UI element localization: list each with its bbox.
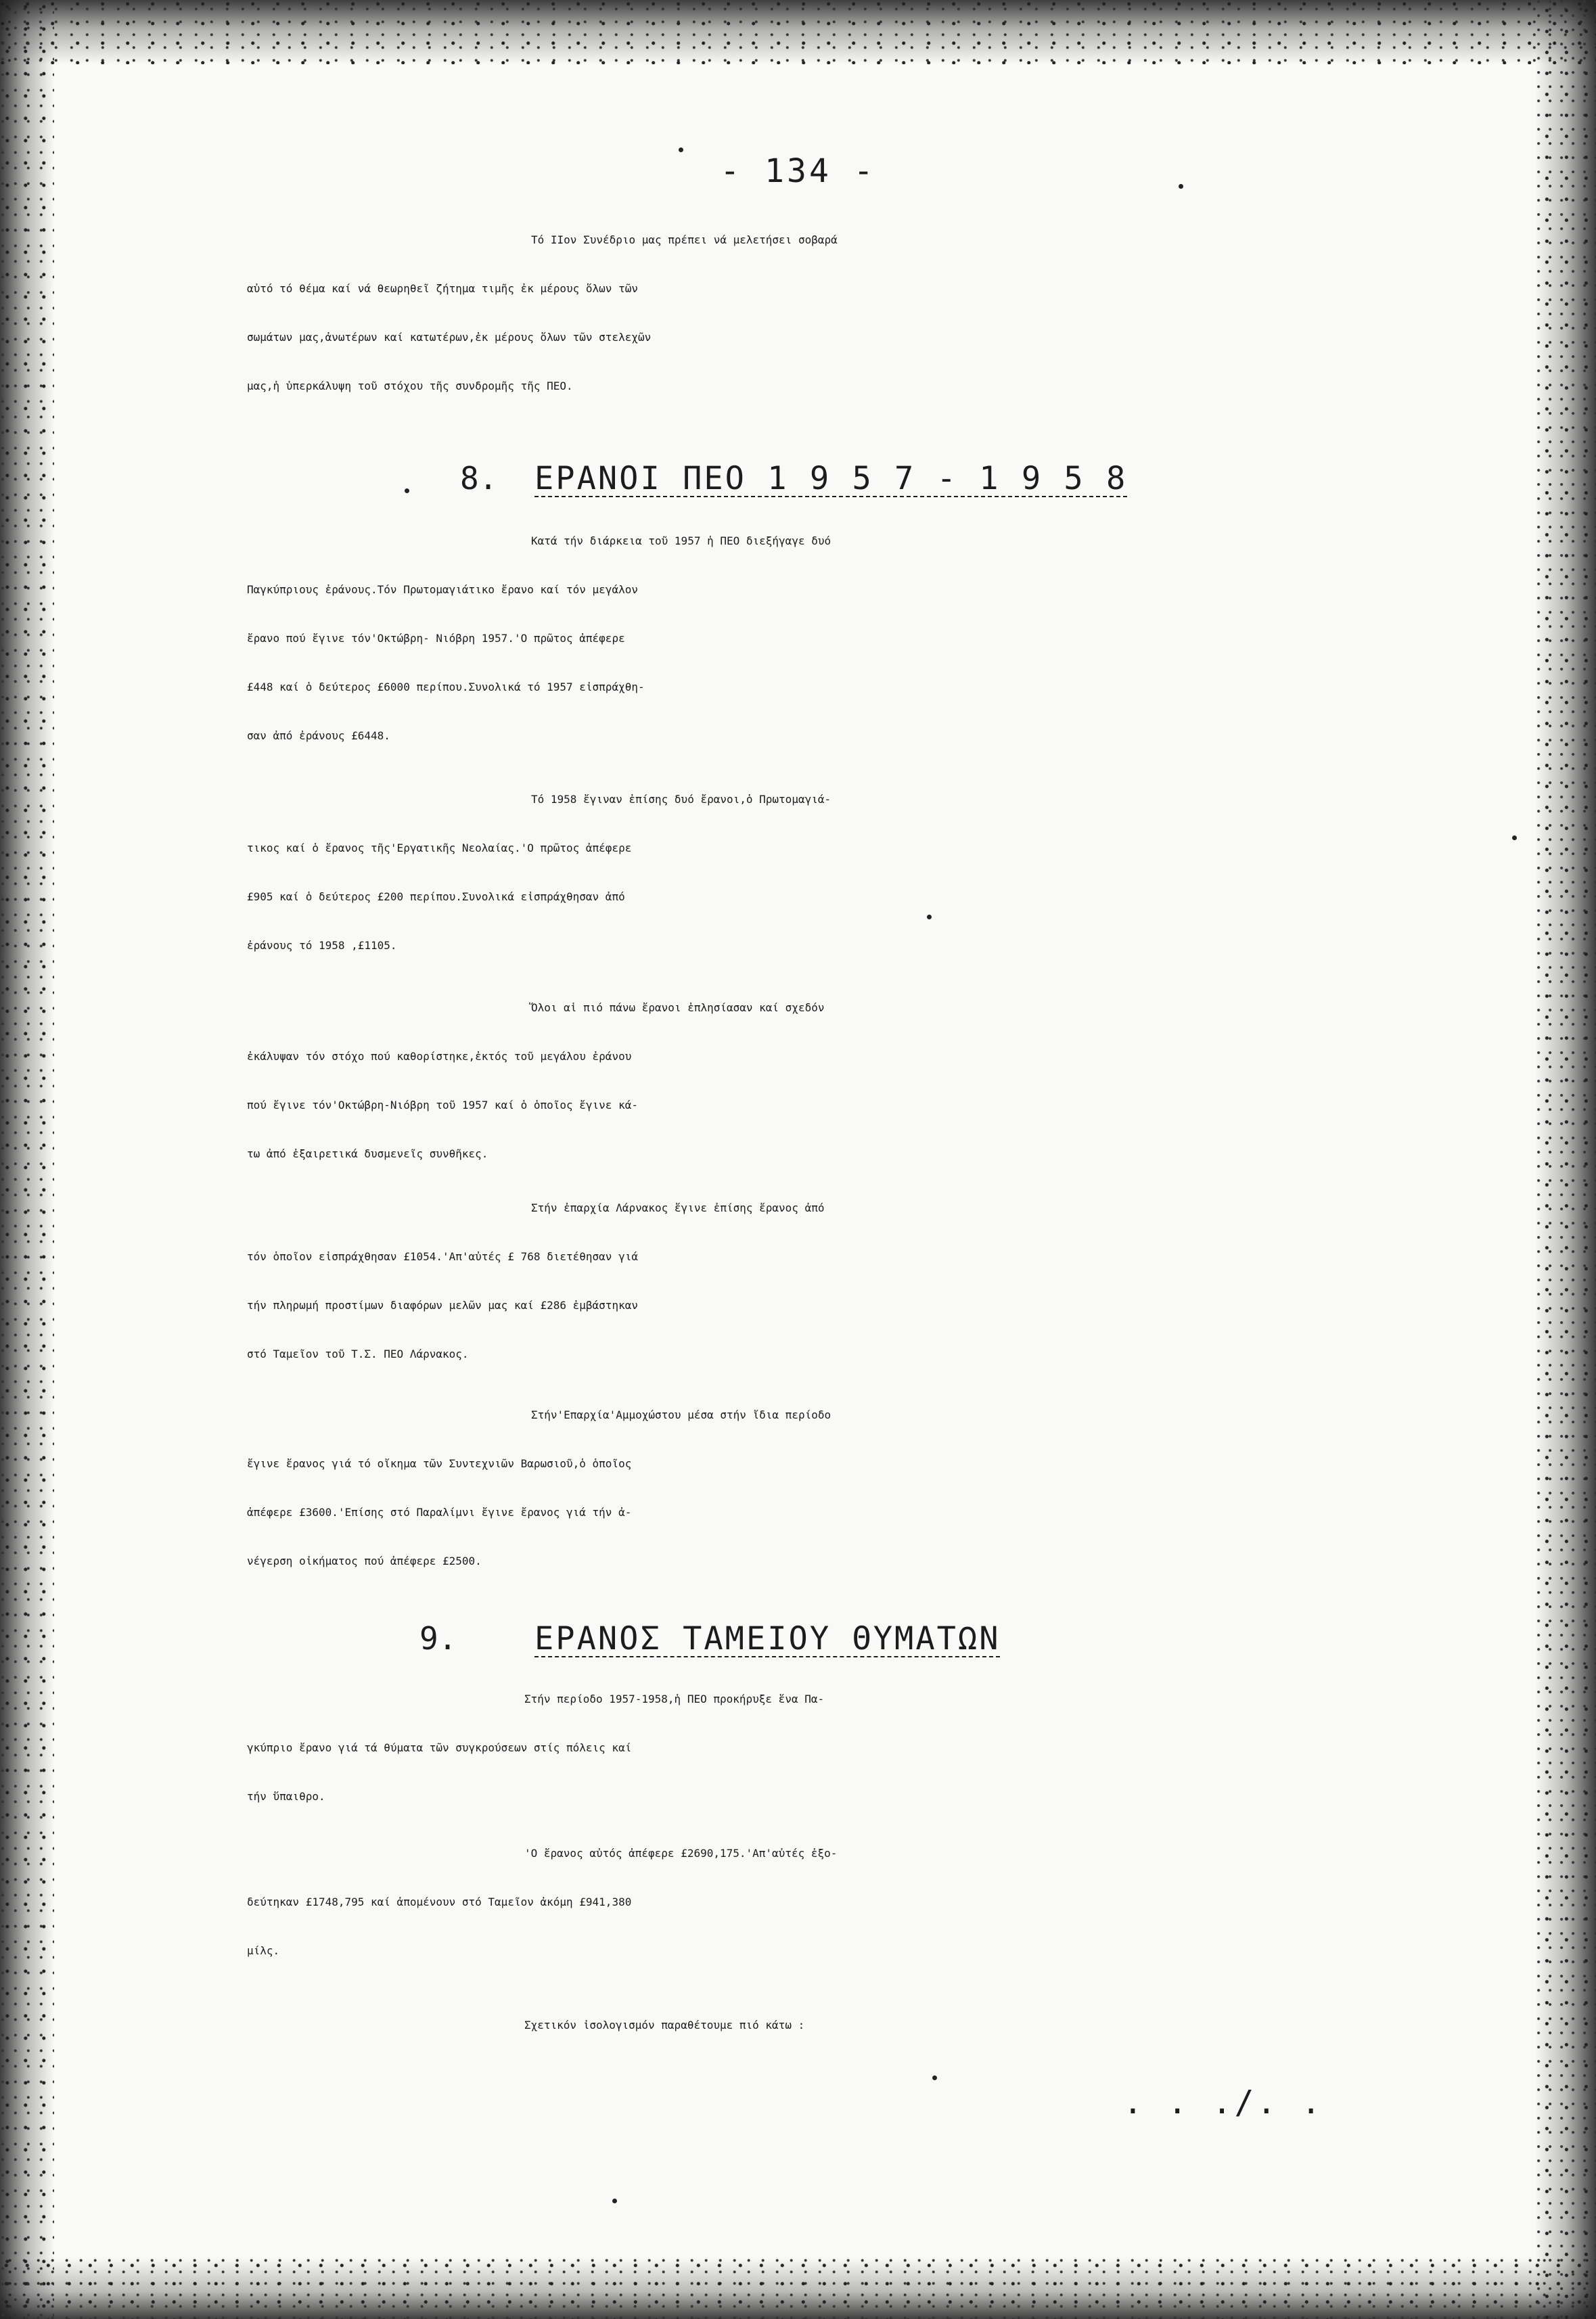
text-line: Στήν'Επαρχία'Αμμοχώστου μέσα στήν ἴδια περίοδο [531, 1408, 831, 1421]
section-number: 9. [419, 1620, 457, 1657]
scan-noise-left [0, 0, 54, 2319]
text-line: αὐτό τό θέμα καί νά θεωρηθεῖ ζήτημα τιμῆς ἐκ μέρους ὅλων τῶν [247, 282, 638, 295]
text-line: ἐράνους τό 1958 ,£1105. [247, 939, 397, 952]
scan-speck [1512, 835, 1517, 840]
text-line: Τό 1958 ἔγιναν ἐπίσης δυό ἔρανοι,ὁ Πρωτομαγιά- [531, 793, 831, 806]
text-line: ἀπέφερε £3600.'Επίσης στό Παραλίμνι ἔγινε ἔρανος γιά τήν ἀ- [247, 1506, 632, 1519]
text-line: Τό IIον Συνέδριο μας πρέπει νά μελετήσει σοβαρά [531, 233, 838, 246]
continuation-mark: . . ./. . [1123, 2084, 1324, 2121]
text-line: νέγερση οἰκήματος πού ἀπέφερε £2500. [247, 1555, 482, 1567]
scan-speck [612, 2199, 617, 2203]
text-line: ἔρανο πού ἔγινε τόν'Οκτώβρη- Νιόβρη 1957.'Ο πρῶτος ἀπέφερε [247, 632, 625, 645]
text-line: Στήν ἐπαρχία Λάρνακος ἔγινε ἐπίσης ἔρανος ἀπό [531, 1201, 825, 1214]
text-line: τόν ὁποῖον εἰσπράχθησαν £1054.'Απ'αὐτές £ 768 διετέθησαν γιά [247, 1250, 638, 1263]
text-line: ἔγινε ἔρανος γιά τό οἴκημα τῶν Συντεχνιῶν Βαρωσιοῦ,ὁ ὁποῖος [247, 1457, 632, 1470]
text-line: Παγκύπριους ἐράνους.Τόν Πρωτομαγιάτικο ἔρανο καί τόν μεγάλον [247, 583, 638, 596]
section-heading: ΕΡΑΝΟΣ ΤΑΜΕΙΟΥ ΘΥΜΑΤΩΝ [534, 1620, 1001, 1657]
scan-noise-top [0, 0, 1596, 64]
text-line: Στήν περίοδο 1957-1958,ἡ ΠΕΟ προκήρυξε ἕνα Πα- [524, 1693, 825, 1705]
section-heading: ΕΡΑΝΟΙ ΠΕΟ 1 9 5 7 - 1 9 5 8 [534, 460, 1128, 497]
text-line: δεύτηκαν £1748,795 καί ἀπομένουν στό Ταμεῖον ἀκόμη £941,380 [247, 1896, 632, 1908]
text-line: £448 καί ὁ δεύτερος £6000 περίπου.Συνολικά τό 1957 εἰσπράχθη- [247, 681, 645, 693]
text-line: £905 καί ὁ δεύτερος £200 περίπου.Συνολικά εἰσπράχθησαν ἀπό [247, 890, 625, 903]
text-line: σωμάτων μας,ἀνωτέρων καί κατωτέρων,ἐκ μέρους ὅλων τῶν στελεχῶν [247, 331, 652, 344]
scan-speck [927, 915, 932, 919]
text-line: ἐκάλυψαν τόν στόχο πού καθορίστηκε,ἐκτός τοῦ μεγάλου ἐράνου [247, 1050, 632, 1063]
text-line: Ὅλοι αἱ πιό πάνω ἔρανοι ἐπλησίασαν καί σχεδόν [531, 1001, 825, 1014]
text-line: τήν πληρωμή προστίμων διαφόρων μελῶν μας καί £286 ἐμβάστηκαν [247, 1299, 638, 1312]
text-line: τω ἀπό ἐξαιρετικά δυσμενεῖς συνθῆκες. [247, 1147, 488, 1160]
text-line: τικος καί ὁ ἔρανος τῆς'Εργατικῆς Νεολαίας.'Ο πρῶτος ἀπέφερε [247, 842, 632, 854]
text-line: σαν ἀπό ἐράνους £6448. [247, 729, 390, 742]
section-number: 8. [460, 460, 498, 497]
text-line: 'Ο ἔρανος αὐτός ἀπέφερε £2690,175.'Απ'αὐτές ἐξο- [524, 1847, 838, 1860]
scan-noise-bottom [0, 2258, 1596, 2319]
text-line: τήν ὕπαιθρο. [247, 1790, 325, 1803]
page-number: - 134 - [720, 152, 876, 190]
text-line: γκύπριο ἔρανο γιά τά θύματα τῶν συγκρούσεων στίς πόλεις καί [247, 1741, 632, 1754]
scan-speck [679, 147, 683, 152]
text-line: πού ἔγινε τόν'Οκτώβρη-Νιόβρη τοῦ 1957 καί ὁ ὁποῖος ἔγινε κά- [247, 1099, 638, 1111]
scan-speck [405, 488, 409, 493]
text-line: Σχετικόν ἰσολογισμόν παραθέτουμε πιό κάτω : [524, 2019, 805, 2031]
text-line: μίλς. [247, 1944, 280, 1957]
text-line: μας,ἡ ὑπερκάλυψη τοῦ στόχου τῆς συνδρομῆς τῆς ΠΕΟ. [247, 380, 573, 392]
scan-speck [932, 2075, 937, 2080]
text-line: Κατά τήν διάρκεια τοῦ 1957 ἡ ΠΕΟ διεξήγαγε δυό [531, 534, 831, 547]
text-line: στό Ταμεῖον τοῦ Τ.Σ. ΠΕΟ Λάρνακος. [247, 1348, 469, 1360]
scan-noise-right [1535, 0, 1596, 2319]
